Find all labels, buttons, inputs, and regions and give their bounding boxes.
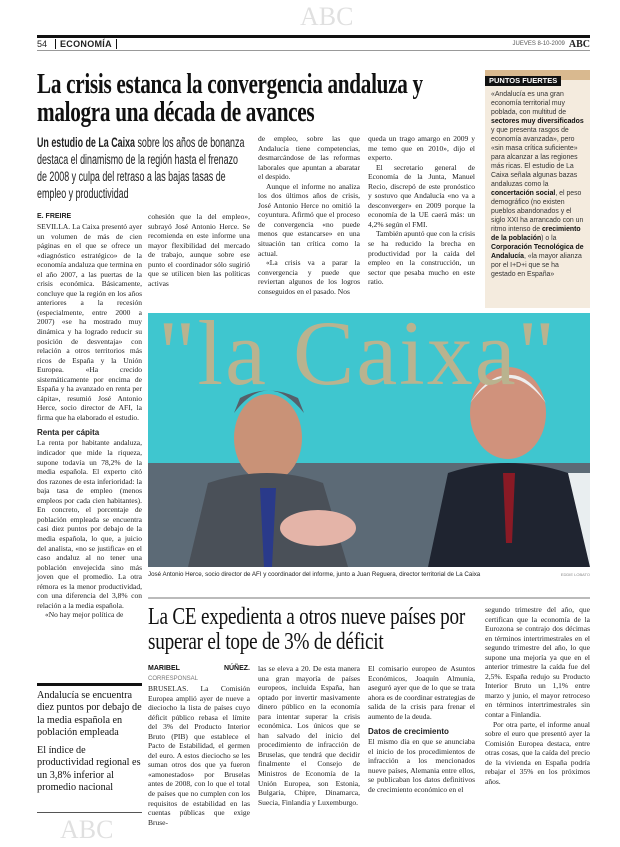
article-column-4: [368, 134, 475, 287]
bold-text: concertación social: [491, 190, 556, 197]
article-deck: [37, 134, 250, 202]
article-column-2: [148, 212, 250, 288]
text: y que presenta rasgos de economía avanzada», pero «sin masa crítica suficiente» para alcanzar a las regiones más ricas. El estudio de La Caixa señala algunas bazas andaluzas como la: [491, 127, 578, 188]
article-column-1: [37, 212, 142, 620]
paragraph: También apuntó que con la crisis se ha reducido la brecha en productividad por la caída del empleo en la construcción, un sector que pesaba mucho en este ratio.: [368, 229, 475, 287]
paragraph: cohesión que la del empleo», subrayó José Antonio Herce. Se recomienda en este informe una mayor flexibilidad del mercado de trabajo, aunque sobre ese punto el coordinador sólo sugirió que se utilicen bien las políticas activas: [148, 212, 250, 288]
bold-text: Corporación Tecnológica de Andalucía: [491, 244, 584, 260]
paragraph: SEVILLA. La Caixa presentó ayer un volumen de más de cien páginas en el que se ofrece un «diagnóstico estratégico» de la economía andaluza que termina en el año 2007, a las puertas de la crisis económica. Básicamente, concluye que la región en los años anteriores a la recesión (especialmente, entre 2000 a 2007) «se ha mostrado muy dinámica y ha logrado reducir su posición de desventaja» con relación a otros territorios más ricos de España y la Unión Europea. «Ha crecido sistemáticamente por encima de España y ha avanzado en renta per cápita», resumió José Antonio Herce, socio director de AFI, la firma que ha elaborado el estudio.: [37, 222, 142, 422]
byline-role: CORRESPONSAL: [148, 676, 199, 682]
page-number: 54: [37, 39, 48, 49]
article2-column-3: [368, 664, 475, 795]
pull-quote-1: Andalucía se encuentra diez puntos por debajo de la media española en población empleada: [37, 690, 142, 738]
bold-text: sectores muy diversificados: [491, 118, 584, 125]
paragraph: El comisario europeo de Asuntos Económicos, Joaquín Almunia, aseguró ayer que de lo que se trata ahora es de coordinar estrategias de salida de la crisis para frenar el aumento de la deuda.: [368, 664, 475, 721]
text: , el peso demográfico (no existen pueblos abandonados y el siglo XXI ha arrancado con un ritmo intenso de: [491, 190, 584, 233]
article-headline: La crisis estanca la convergencia andaluza y malogra una década de avances: [37, 68, 423, 128]
subheading: Renta per cápita: [37, 428, 100, 438]
article2-column-1: [148, 664, 250, 827]
article-column-3: [258, 134, 360, 296]
paragraph: Aunque el informe no analiza los dos últimos años de crisis, José Antonio Herce no omitió la coyuntura. Afirmó que el proceso de convergencia «no puede menos que estancarse» en una situación tan crítica como la actual.: [258, 181, 360, 258]
bold-text: crecimiento de la población: [491, 226, 581, 242]
pull-quote-rule: [37, 683, 142, 686]
photo-caption: José Antonio Herce, socio director de AFI y coordinador del informe, junto a Juan Reguera, director territorial de La Caixa: [148, 571, 481, 578]
watermark: ABC: [60, 815, 114, 844]
sidebar-title: PUNTOS FUERTES: [485, 76, 561, 86]
article2-column-4: [485, 605, 590, 786]
page-header: [37, 38, 590, 51]
sidebar-tag: [485, 70, 590, 85]
section-label: ECONOMÍA: [55, 39, 117, 49]
sidebar-text: [491, 90, 585, 279]
paragraph: El mismo día en que se anunciaba el inicio de los procedimientos de infracción a los mencionados nueve países, Alemania entre ellos, se publicaban los datos definitivos de crecimiento económico en el: [368, 737, 475, 795]
pull-quote-bottom-rule: [37, 812, 142, 813]
byline-name: MARIBEL NÚÑEZ.: [148, 665, 250, 672]
subheading: Datos de crecimiento: [368, 727, 449, 737]
paragraph: «La crisis va a parar la convergencia y puede que reviertan algunos de los logros conseguidos en el pasado. Nos: [258, 258, 360, 296]
news-photo: [148, 313, 590, 567]
issue-date: JUEVES 8-10-2009: [512, 41, 565, 47]
text: «Andalucía es una gran economía territorial muy poblada, con multitud de: [491, 91, 567, 116]
paragraph: BRUSELAS. La Comisión Europea amplió ayer de nueve a dieciocho la lista de países cuyo déficit público rebasa el límite del 3% del Producto Interior Bruto (PIB) que establece el Pacto de Estabilidad, el germen del euro. A estos dieciocho se les suman otros dos que ya fueron «amonestados» por Bruselas antes de 2008, con lo que el total de países que no cumplen con los requisitos de estabilidad en las cuentas públicas que exige Bruse-: [148, 684, 250, 827]
paragraph: de empleo, sobre las que Andalucía tiene competencias, desmarcándose de las reformas laborales que apuntan a abaratar el despido.: [258, 134, 360, 182]
sidebar-box: [485, 70, 590, 308]
paragraph: La renta por habitante andaluza, indicador que mide la riqueza, supone todavía un 78,2% de la media española. El experto citó dos razones de esta inferioridad: la baja tasa de empleo (menos empleos por cada cien habitantes). En concreto, el porcentaje de población empleada se encuentra casi diez puntos por debajo de la media española, lo que, a juicio del analista, «no se justifica» en el caso andaluz al no tener una población envejecida sino más joven que el promedio. La otra rémora es la menor productividad, con una diferencia del 3,8% con relación a la media española.: [37, 438, 142, 610]
paragraph: «No hay mejor política de: [45, 610, 124, 620]
watermark: ABC: [300, 2, 354, 31]
paragraph: queda un trago amargo en 2009 y me temo que en 2010», dijo el experto.: [368, 134, 475, 163]
paragraph: Por otra parte, el informe anual sobre el euro que presentó ayer la Comisión Europea destaca, entre otras cosas, que la caída del precio de la vivienda en España podría rebajar el 35% en los próximos años.: [485, 719, 590, 786]
section-divider: [148, 597, 590, 599]
pull-quote-2: El índice de productividad regional es un 3,8% inferior al promedio nacional: [37, 745, 141, 793]
article2-headline: La CE expedienta a otros nueve países por superar el tope de 3% de déficit: [148, 604, 465, 655]
paragraph: El secretario general de Economía de la Junta, Manuel Recio, discrepó de este pronóstico y sostuvo que Andalucía «no va a desconverger» en 2009 porque la economía de la UE caerá más: un 4,2% según el FMI.: [368, 162, 475, 229]
deck-text: sobre los años de bonanza destaca el dinamismo de la región hasta el frenazo de 2008 y culpa del retraso a las bajas tasas de empleo y productividad: [37, 135, 245, 201]
paragraph: segundo trimestre del año, que certifican que la economía de la Eurozona se contrajo dos décimas en términos intertrimestrales en el segundo trimestre del año, lo que supone una mejoría ya que en el anterior trimestre la caída fue del 2,5%. España redujo su Producto Interior Bruto un 1,1% entre marzo y junio, el mayor retroceso en términos intertrimestrales sin contar a Finlandia.: [485, 605, 590, 720]
byline: E. FREIRE: [37, 213, 72, 220]
abc-logo: ABC: [568, 38, 590, 50]
photo-credit: EDDIE LOBATO: [560, 572, 590, 577]
article2-column-2: [258, 664, 360, 807]
text: ) o la: [541, 235, 557, 242]
text: , «la mayor alianza por el I+D+i que se ha gestado en España»: [491, 253, 582, 278]
paragraph: las se eleva a 20. De esta manera una gran mayoría de países europeos, incluida España, han optado por invertir masivamente dinero público en la economía para intentar superar la crisis económica. Los únicos que se han salvado del inicio del procedimiento de infracción de Bruselas, que tendrá que decidir finalmente el Consejo de Ministros de Economía de la Unión Europea, son Estonia, Bulgaria, Chipre, Dinamarca, Suecia, Finlandia y Luxemburgo.: [258, 664, 360, 807]
deck-bold: Un estudio de La Caixa: [37, 135, 135, 150]
photo-sign-text: "la Caixa": [158, 313, 558, 404]
byline: [148, 664, 250, 684]
